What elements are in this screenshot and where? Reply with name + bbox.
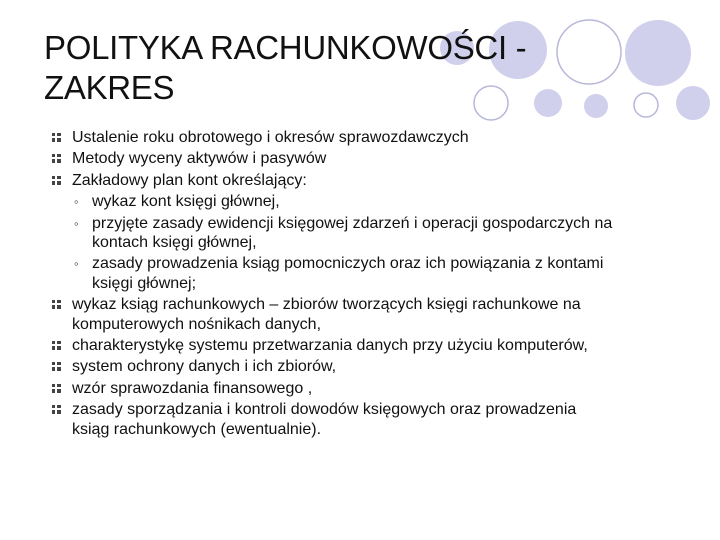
sub-item-line: kontach księgi głównej, — [92, 234, 257, 252]
list-item — [52, 171, 692, 190]
sub-bullet-icon: ◦ — [74, 215, 79, 231]
slide-title — [44, 28, 604, 108]
list-item — [52, 149, 692, 168]
sub-item-line: księgi głównej; — [92, 274, 197, 292]
deco-circle — [634, 93, 658, 117]
deco-circle — [625, 20, 691, 86]
list-item — [52, 295, 692, 334]
sub-list-item — [52, 214, 692, 253]
bullet-list — [52, 128, 692, 441]
list-item-line: system ochrony danych i ich zbiorów, — [72, 358, 337, 376]
bullet-icon — [52, 176, 61, 185]
bullet-icon — [52, 384, 61, 393]
list-item-text: Metody wyceny aktywów i pasywów — [72, 150, 327, 168]
list-item — [52, 357, 692, 376]
sub-item-line: przyjęte zasady ewidencji księgowej zdarzeń i operacji gospodarczych na — [92, 214, 613, 232]
sub-list-item — [52, 192, 692, 211]
title-line: POLITYKA RACHUNKOWOŚCI - — [44, 29, 527, 66]
title-line: ZAKRES — [44, 69, 175, 106]
list-item — [52, 379, 692, 398]
bullet-icon — [52, 133, 61, 142]
list-item-line: komputerowych nośnikach danych, — [72, 315, 322, 333]
list-item-text: Zakładowy plan kont określający: — [72, 171, 307, 189]
list-item-line: wykaz ksiąg rachunkowych – zbiorów tworzących księgi rachunkowe na — [72, 296, 581, 314]
list-item-line: wzór sprawozdania finansowego , — [72, 379, 313, 397]
sub-item-line: zasady prowadzenia ksiąg pomocniczych oraz ich powiązania z kontami — [92, 255, 604, 273]
list-item-line: zasady sporządzania i kontroli dowodów księgowych oraz prowadzenia — [72, 401, 577, 419]
bullet-icon — [52, 341, 61, 350]
list-item — [52, 400, 692, 439]
list-item-text: Ustalenie roku obrotowego i okresów sprawozdawczych — [72, 129, 469, 146]
list-item — [52, 128, 692, 147]
sub-item-line: wykaz kont księgi głównej, — [92, 193, 280, 211]
bullet-icon — [52, 154, 61, 163]
list-item-line: ksiąg rachunkowych (ewentualnie). — [72, 420, 322, 438]
bullet-icon — [52, 300, 61, 309]
sub-list-item — [52, 254, 692, 293]
list-item-line: charakterystykę systemu przetwarzania danych przy użyciu komputerów, — [72, 337, 588, 355]
bullet-icon — [52, 405, 61, 414]
bullet-icon — [52, 362, 61, 371]
sub-bullet-icon: ◦ — [74, 194, 79, 210]
deco-circle — [676, 86, 710, 120]
list-item — [52, 336, 692, 355]
sub-bullet-icon: ◦ — [74, 256, 79, 272]
